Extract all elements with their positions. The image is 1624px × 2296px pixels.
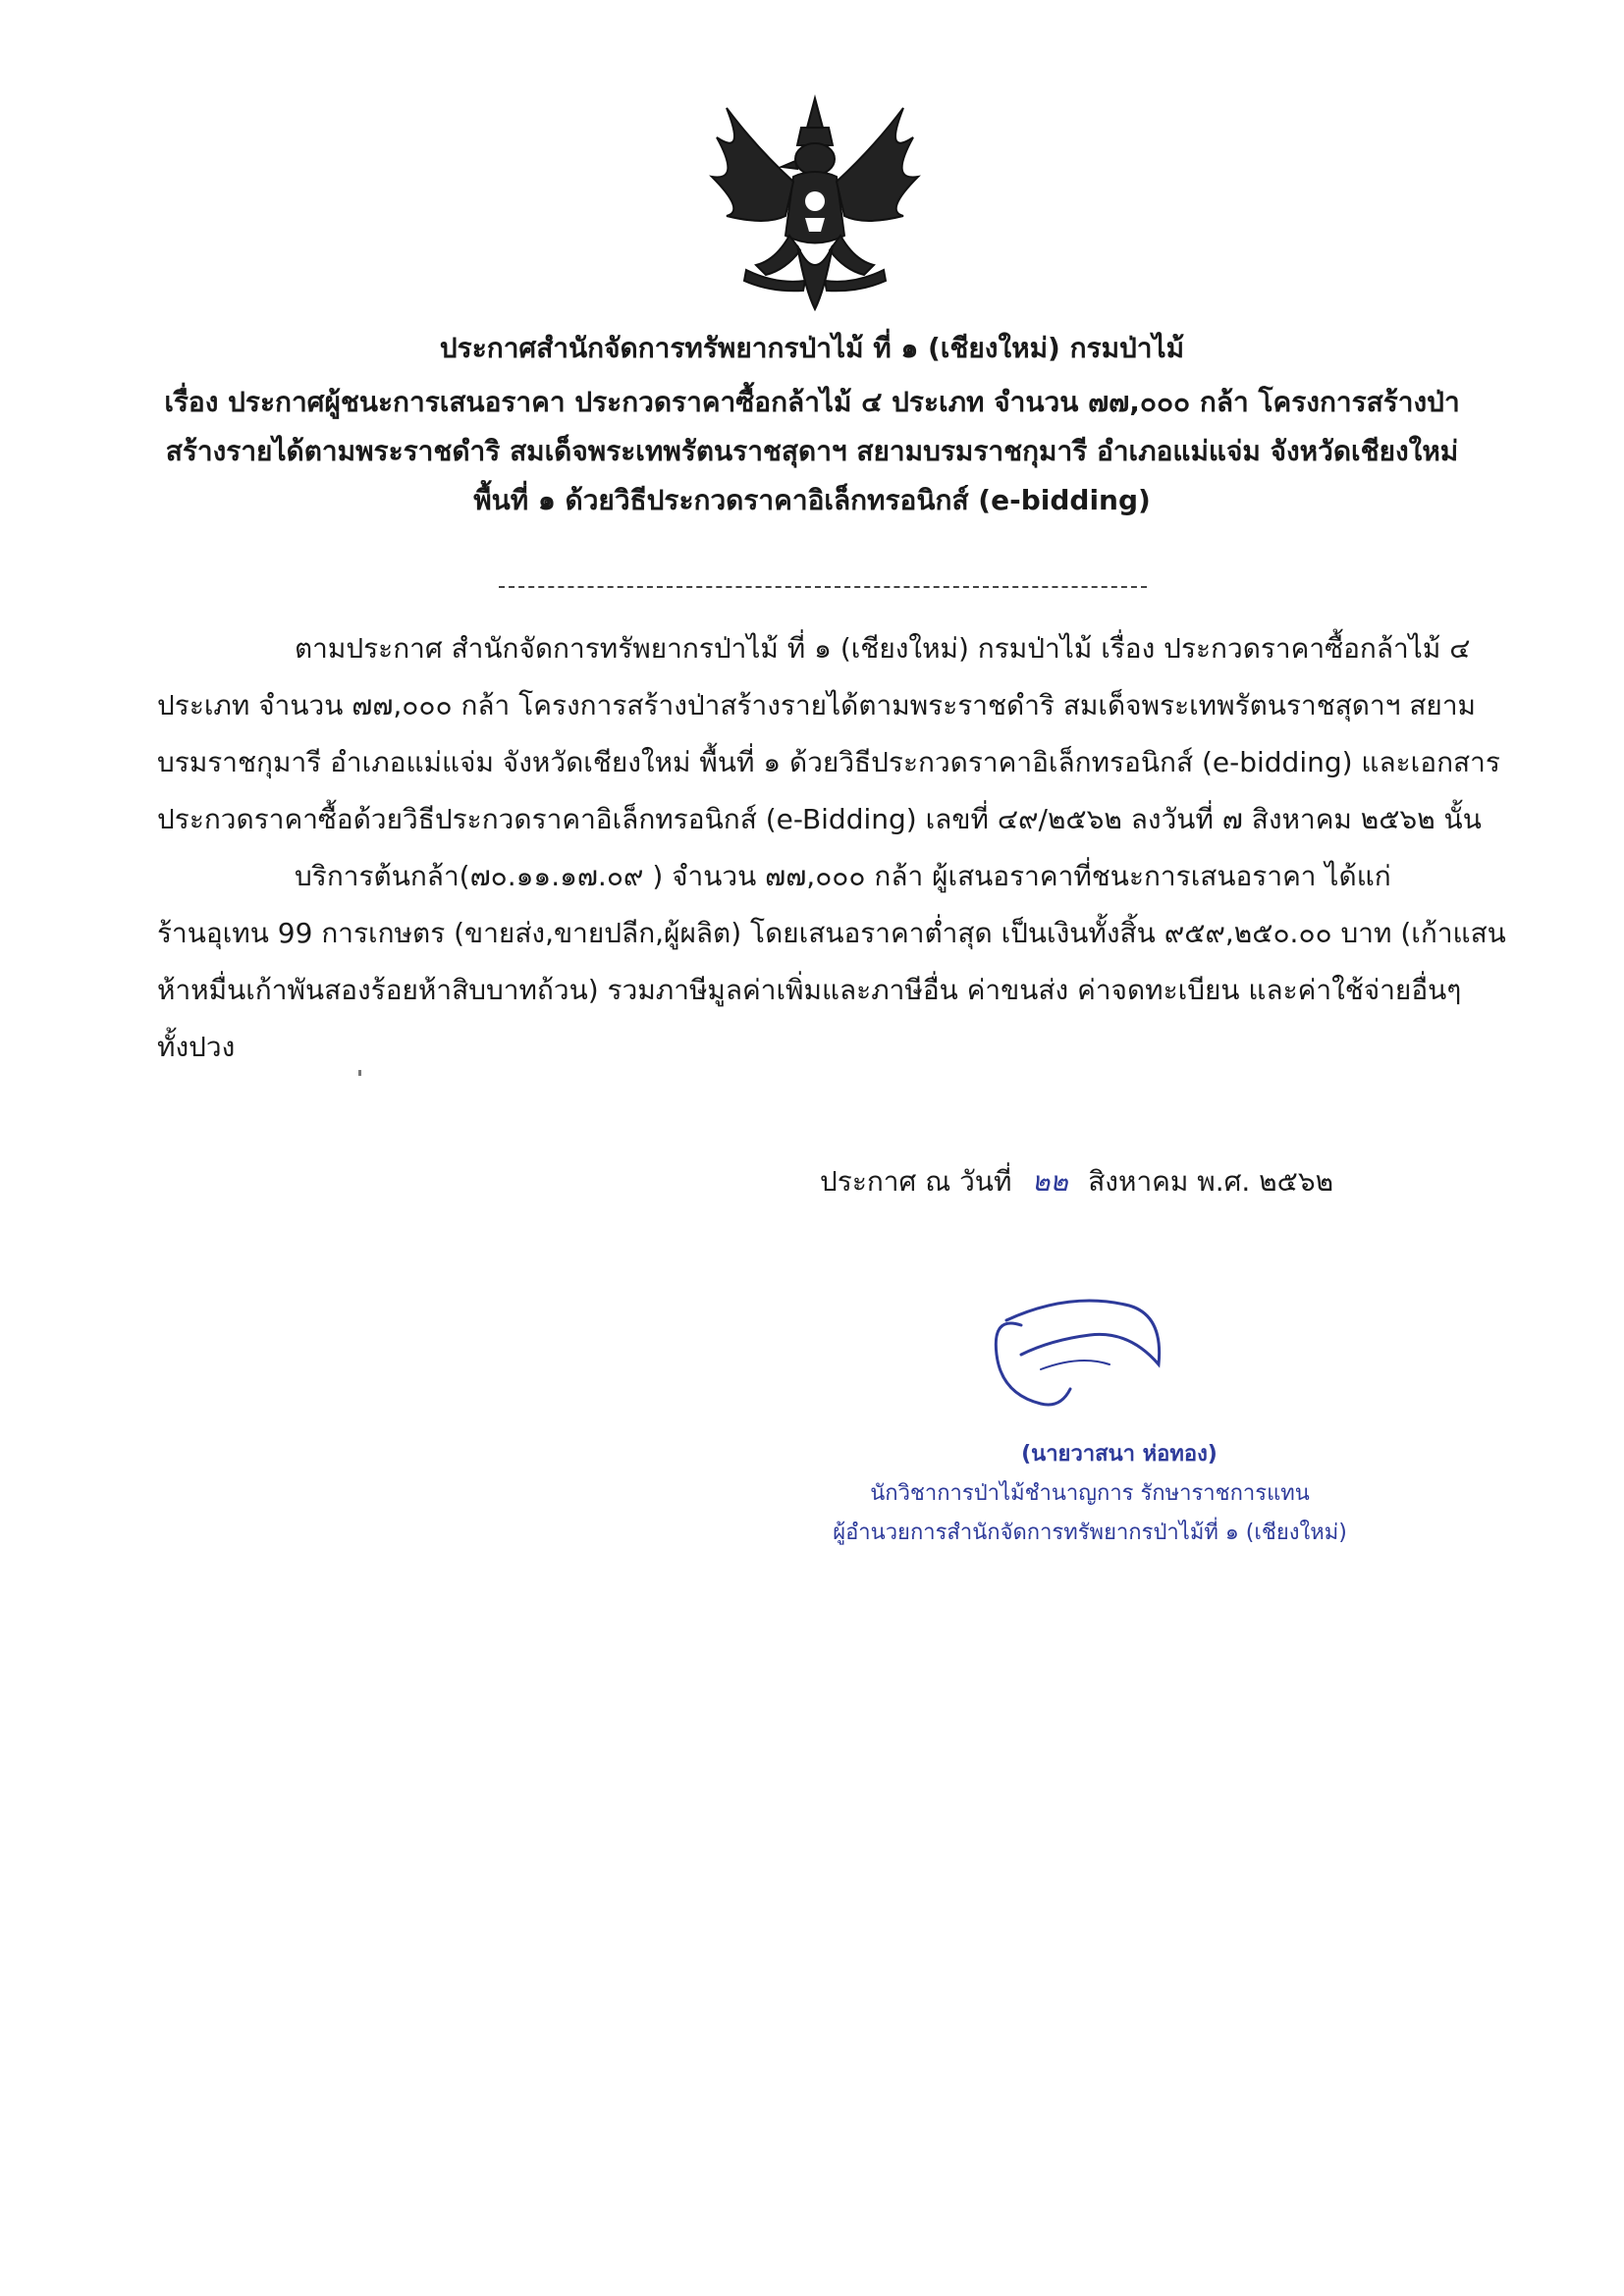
paragraph-1-line: ประเภท จำนวน ๗๗,๐๐๐ กล้า โครงการสร้างป่าสร้างรายได้ตามพระราชดำริ สมเด็จพระเทพรัตนราชสุดาฯ สยาม <box>157 689 1477 721</box>
garuda-emblem <box>687 88 943 324</box>
subject-line: สร้างรายได้ตามพระราชดำริ สมเด็จพระเทพรัตนราชสุดาฯ สยามบรมราชกุมารี อำเภอแม่แจ่ม จังหวัดเชียงใหม่ <box>165 435 1459 467</box>
announcement-suffix: สิงหาคม พ.ศ. ๒๕๖๒ <box>1088 1165 1334 1198</box>
paragraph-1-line: บรมราชกุมารี อำเภอแม่แจ่ม จังหวัดเชียงใหม่ พื้นที่ ๑ ด้วยวิธีประกวดราคาอิเล็กทรอนิกส์ (e-bidding) และเอกสาร <box>157 746 1500 778</box>
document-body <box>157 620 1506 1076</box>
scan-speck <box>358 1070 361 1076</box>
document-title: ประกาศสำนักจัดการทรัพยากรป่าไม้ ที่ ๑ (เชียงใหม่) กรมป่าไม้ <box>439 332 1185 364</box>
subject-line: เรื่อง ประกาศผู้ชนะการเสนอราคา ประกวดราคาซื้อกล้าไม้ ๔ ประเภท จำนวน ๗๗,๐๐๐ กล้า โครงการสร้างป่า <box>164 386 1460 418</box>
paragraph-2-line: บริการต้นกล้า(๗๐.๑๑.๑๗.๐๙ ) จำนวน ๗๗,๐๐๐ กล้า ผู้เสนอราคาที่ชนะการเสนอราคา ได้แก่ <box>295 860 1391 892</box>
document-subject <box>118 378 1506 525</box>
signer-name: (นายวาสนา ห่อทอง) <box>1021 1442 1218 1467</box>
signature-block <box>746 1435 1434 1553</box>
paragraph-1-line: ประกวดราคาซื้อด้วยวิธีประกวดราคาอิเล็กทรอนิกส์ (e-Bidding) เลขที่ ๔๙/๒๕๖๒ ลงวันที่ ๗ สิงหาคม ๒๕๖๒ นั้น <box>157 803 1482 835</box>
subject-line: พื้นที่ ๑ ด้วยวิธีประกวดราคาอิเล็กทรอนิกส์ (e-bidding) <box>473 484 1151 516</box>
signer-position: นักวิชาการป่าไม้ชำนาญการ รักษาราชการแทน <box>870 1481 1310 1506</box>
paragraph-2-line: ห้าหมื่นเก้าพันสองร้อยห้าสิบบาทถ้วน) รวมภาษีมูลค่าเพิ่มและภาษีอื่น ค่าขนส่ง ค่าจดทะเบียน และค่าใช้จ่ายอื่นๆ <box>157 974 1462 1006</box>
announcement-date <box>820 1160 1333 1203</box>
paragraph-2-line: ร้านอุเทน 99 การเกษตร (ขายส่ง,ขายปลีก,ผู้ผลิต) โดยเสนอราคาต่ำสุด เป็นเงินทั้งสิ้น ๙๕๙,๒๕๐.๐๐ บาท (เก้าแสน <box>157 917 1506 949</box>
signer-office: ผู้อำนวยการสำนักจัดการทรัพยากรป่าไม้ที่ ๑ (เชียงใหม่) <box>833 1521 1347 1545</box>
paragraph-1-line: ตามประกาศ สำนักจัดการทรัพยากรป่าไม้ ที่ ๑ (เชียงใหม่) กรมป่าไม้ เรื่อง ประกวดราคาซื้อกล้าไม้ ๔ <box>295 632 1471 665</box>
paragraph-2-line: ทั้งปวง <box>157 1031 236 1063</box>
announcement-prefix: ประกาศ ณ วันที่ <box>820 1165 1012 1198</box>
handwritten-day: ๒๒ <box>1031 1165 1068 1198</box>
divider <box>499 586 1147 588</box>
handwritten-signature <box>982 1296 1178 1423</box>
